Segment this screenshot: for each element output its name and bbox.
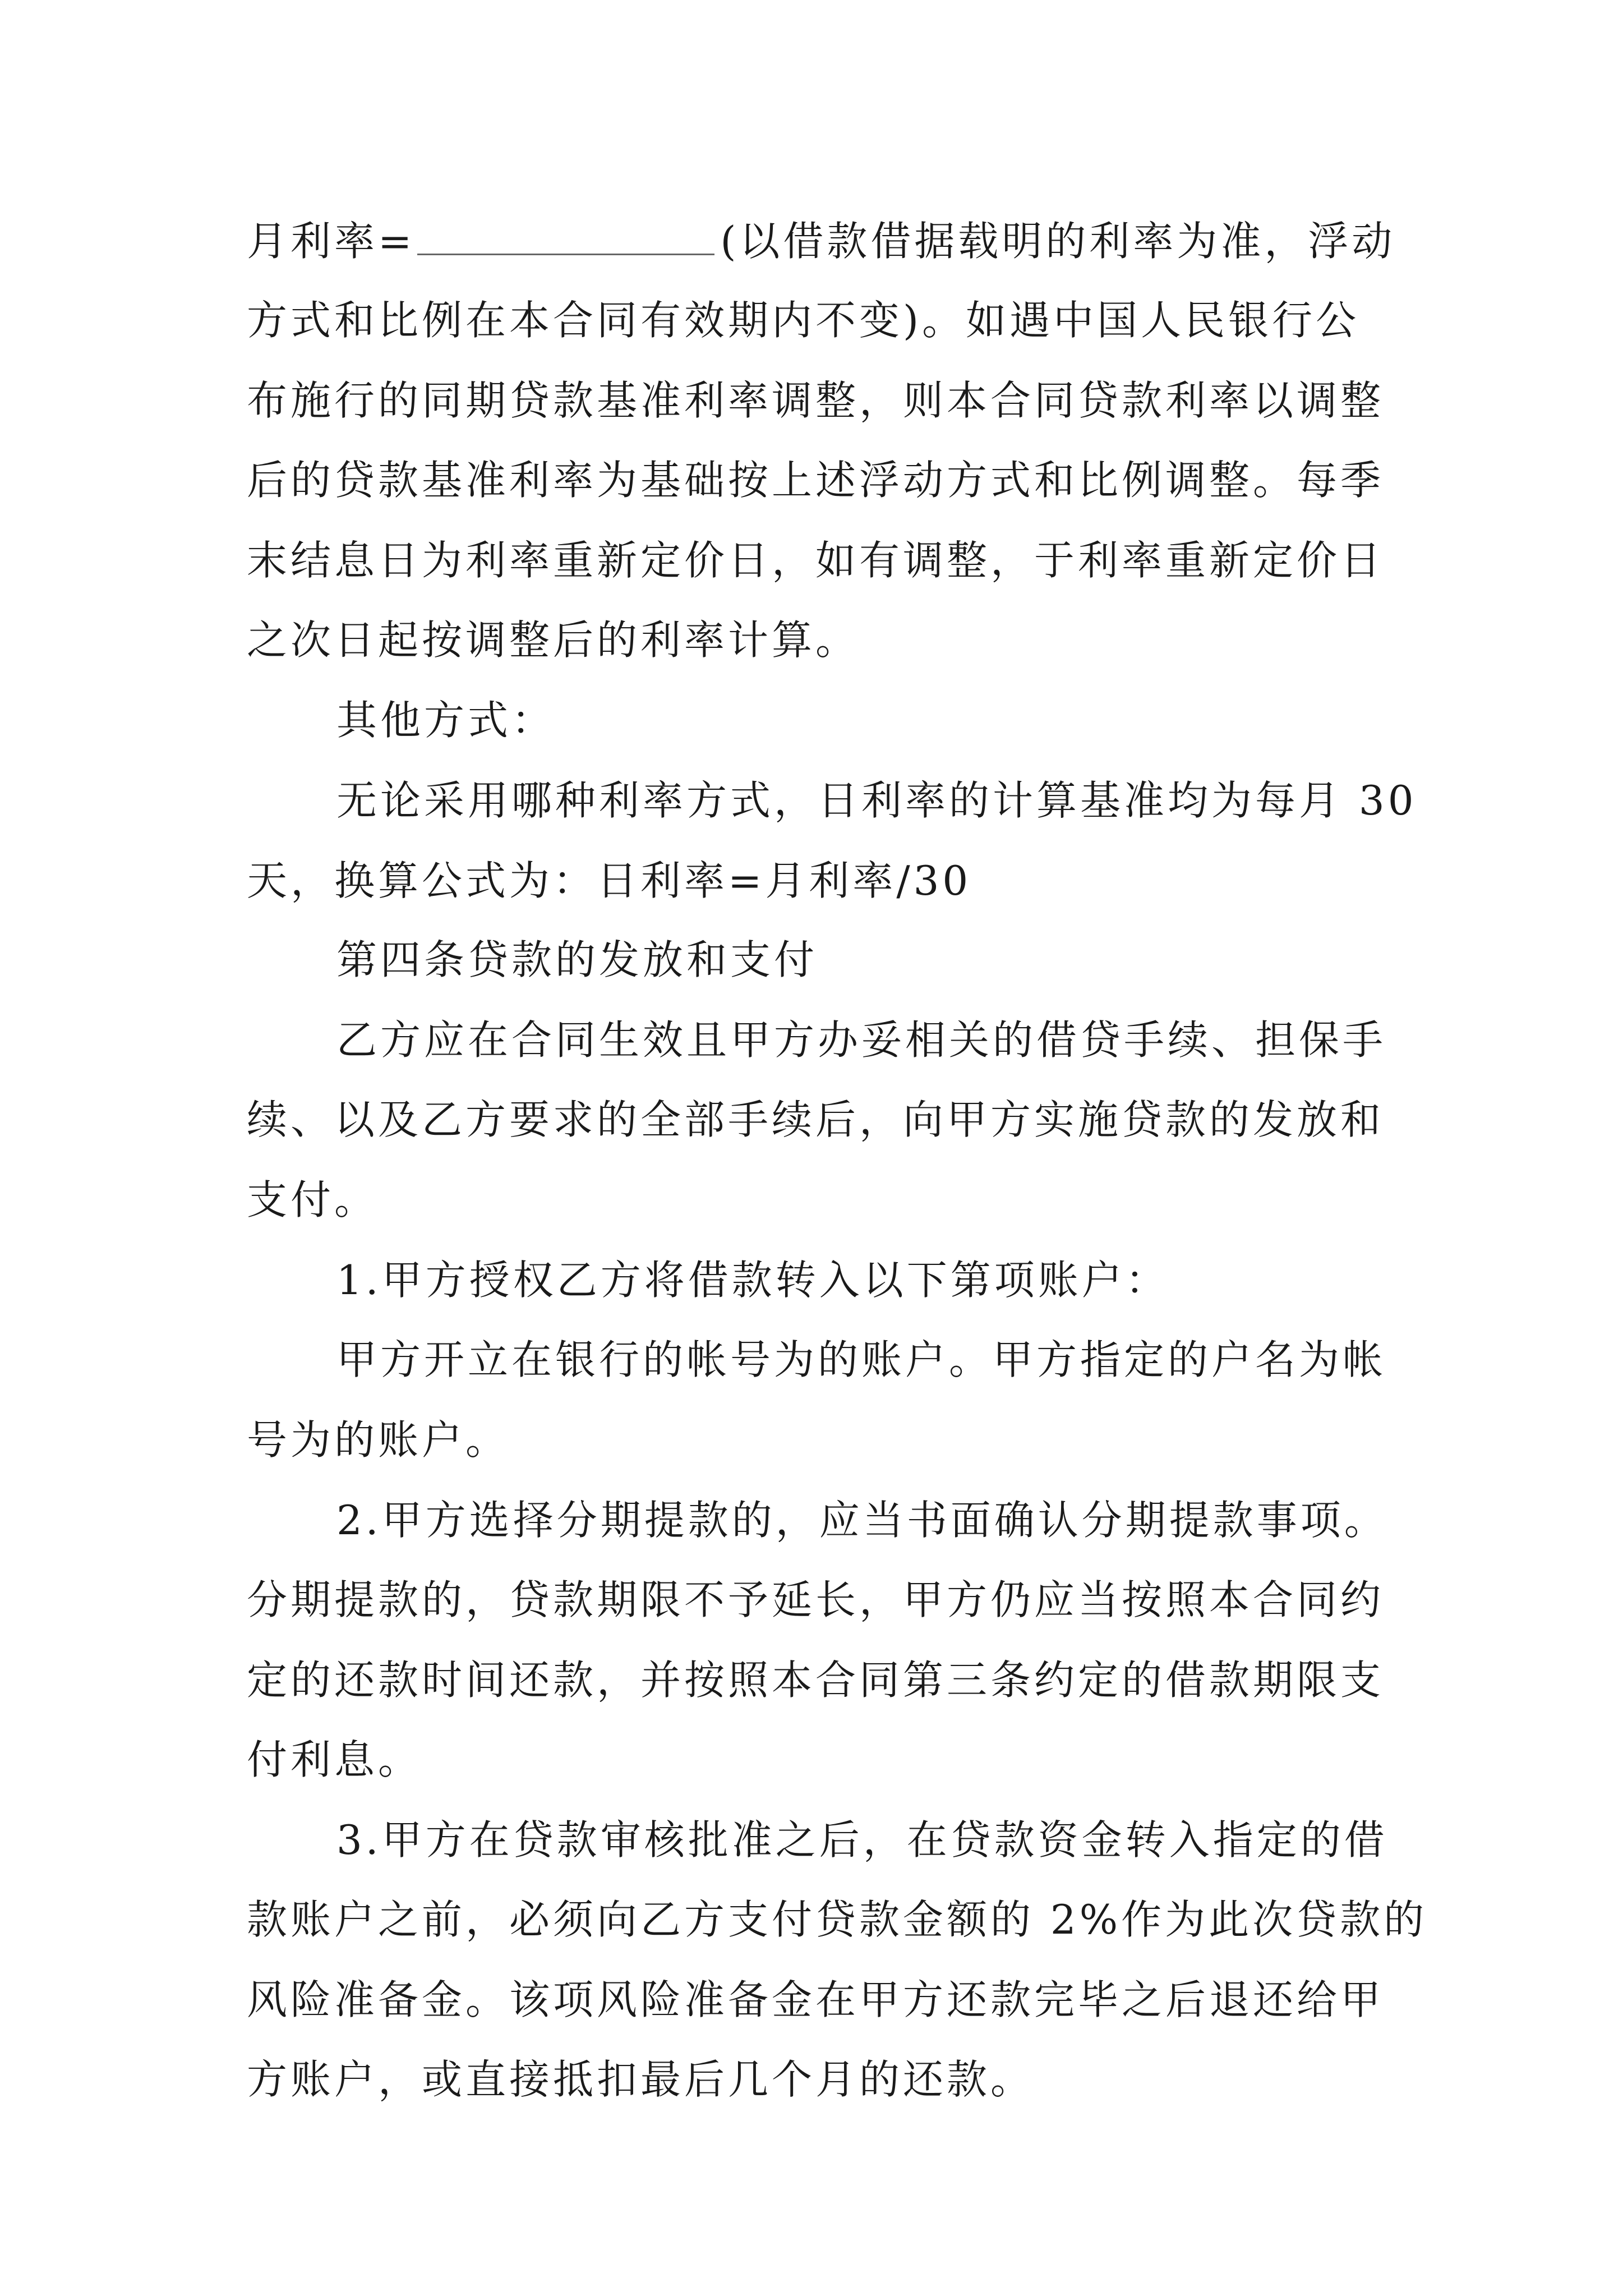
text-line: 款账户之前，必须向乙方支付贷款金额的 2%作为此次贷款的 xyxy=(247,1896,1428,1943)
text-segment: (以借款借据载明的利率为准，浮动 xyxy=(720,218,1396,265)
text-segment: 月利率= xyxy=(247,218,416,265)
text-line: 2.甲方选择分期提款的，应当书面确认分期提款事项。 xyxy=(336,1497,1388,1544)
text-line: 天，换算公式为：日利率=月利率/30 xyxy=(247,857,972,904)
text-line: 方账户，或直接抵扣最后几个月的还款。 xyxy=(247,2056,1035,2103)
text-line: 之次日起按调整后的利率计算。 xyxy=(247,616,860,664)
text-line: 续、以及乙方要求的全部手续后，向甲方实施贷款的发放和 xyxy=(247,1096,1385,1143)
text-line: 3.甲方在贷款审核批准之后，在贷款资金转入指定的借 xyxy=(336,1816,1388,1864)
text-line: 1.甲方授权乙方将借款转入以下第项账户： xyxy=(336,1257,1169,1304)
section-heading: 第四条贷款的发放和支付 xyxy=(336,936,818,983)
text-line: 布施行的同期贷款基准利率调整，则本合同贷款利率以调整 xyxy=(247,377,1385,424)
text-line: 支付。 xyxy=(247,1176,379,1223)
fill-in-blank xyxy=(417,220,714,255)
text-line: 乙方应在合同生效且甲方办妥相关的借贷手续、担保手 xyxy=(336,1016,1387,1064)
text-line: 风险准备金。该项风险准备金在甲方还款完毕之后退还给甲 xyxy=(247,1976,1385,2023)
text-line: 号为的账户。 xyxy=(247,1416,510,1464)
text-line xyxy=(247,218,1396,265)
text-line: 分期提款的，贷款期限不予延长，甲方仍应当按照本合同约 xyxy=(247,1576,1385,1623)
text-line: 付利息。 xyxy=(247,1736,422,1783)
text-line: 无论采用哪种利率方式，日利率的计算基准均为每月 30 xyxy=(336,777,1417,824)
text-line: 定的还款时间还款，并按照本合同第三条约定的借款期限支 xyxy=(247,1657,1385,1704)
text-line: 方式和比例在本合同有效期内不变)。如遇中国人民银行公 xyxy=(247,297,1360,344)
text-line: 后的贷款基准利率为基础按上述浮动方式和比例调整。每季 xyxy=(247,457,1385,504)
text-line: 末结息日为利率重新定价日，如有调整，于利率重新定价日 xyxy=(247,537,1385,584)
text-line: 甲方开立在银行的帐号为的账户。甲方指定的户名为帐 xyxy=(336,1336,1387,1383)
text-line: 其他方式： xyxy=(336,697,556,744)
